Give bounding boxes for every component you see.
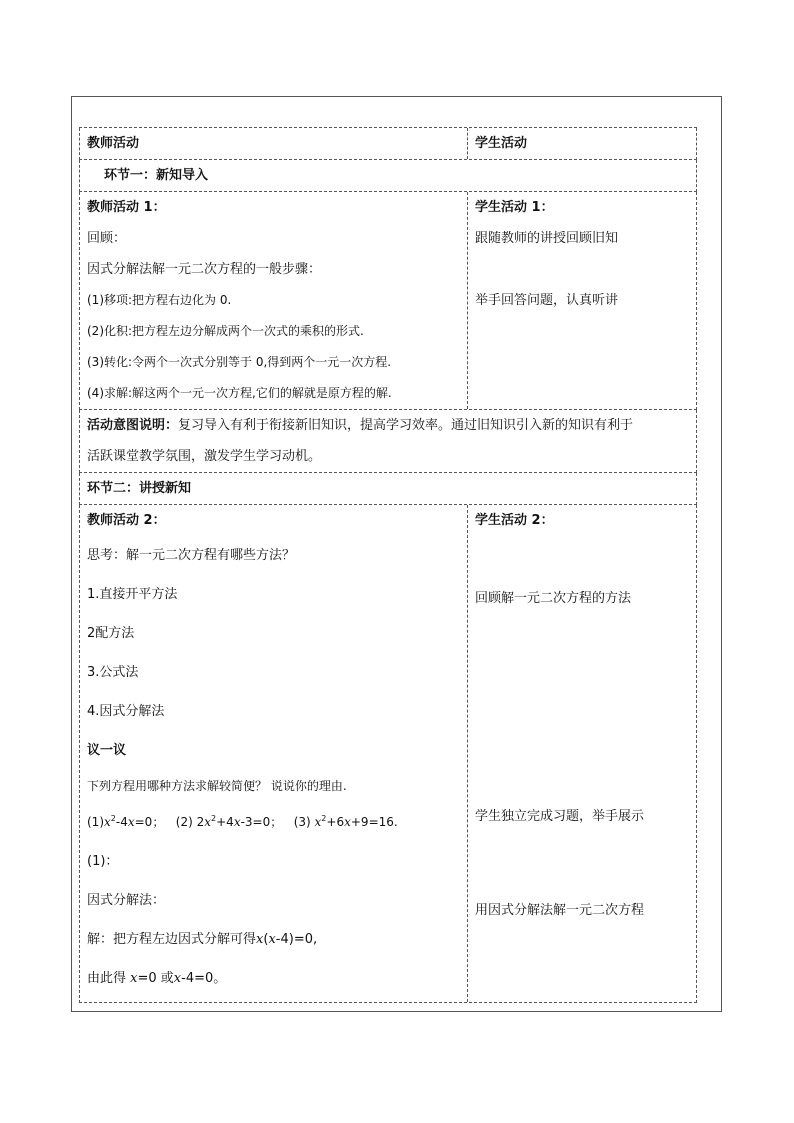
steps-intro: 因式分解法解一元二次方程的一般步骤：	[87, 262, 322, 277]
method-1: 1.直接开平方法	[87, 587, 178, 602]
student-activity-1-line-2: 举手回答问题，认真听讲	[475, 293, 619, 308]
teacher-activity-header: 教师活动	[87, 136, 140, 151]
factor-method-label: 因式分解法：	[87, 893, 166, 908]
section1-student-cell	[468, 192, 696, 409]
student-activity-2-title: 学生活动 2：	[475, 513, 554, 528]
teacher-activity-1-title: 教师活动 1：	[87, 200, 166, 215]
student-activity-1-line-1: 跟随教师的讲授回顾旧知	[475, 231, 619, 246]
intent-text-1: 复习导入有利于衔接新旧知识，提高学习效率。通过旧知识引入新的知识有利于	[178, 418, 634, 433]
thus-line: 由此得 x=0 或x-4=0。	[87, 971, 227, 986]
review-label: 回顾：	[87, 231, 127, 246]
section1-teacher-cell	[80, 192, 468, 409]
step-2: (2)化积:把方程左边分解成两个一次式的乘积的形式.	[87, 324, 364, 338]
step-3: (3)转化:令两个一次式分别等于 0,得到两个一元一次方程.	[87, 355, 392, 369]
student-activity-1-title: 学生活动 1：	[475, 200, 554, 215]
section1-title-row	[79, 160, 697, 192]
solution-line: 解：把方程左边因式分解可得x(x-4)=0,	[87, 932, 318, 947]
equations: $(1)x^2-4x=0$； (2) $2x^2+4x-3=0$； (3) $x^2+6x+9=16$.	[87, 814, 398, 829]
sub-problem-1: (1)：	[87, 854, 119, 869]
student-activity-2-line-1: 回顾解一元二次方程的方法	[475, 591, 632, 606]
question: 下列方程用哪种方法求解较简便？ 说说你的理由.	[87, 779, 347, 793]
section1-title: 环节一：新知导入	[104, 168, 209, 183]
lesson-table	[79, 127, 697, 1003]
section2-teacher-cell	[80, 505, 468, 1002]
intent-line-1	[87, 410, 696, 441]
intent-text-2: 活跃课堂教学氛围，激发学生学习动机。	[87, 449, 322, 464]
teacher-activity-2-title: 教师活动 2：	[87, 513, 166, 528]
method-4: 4.因式分解法	[87, 704, 165, 719]
think-question: 思考：解一元二次方程有哪些方法？	[87, 548, 296, 563]
section2-content-row	[79, 505, 697, 1003]
section1-content-row	[79, 192, 697, 410]
student-activity-header: 学生活动	[475, 136, 528, 151]
step-4: (4)求解:解这两个一元一次方程,它们的解就是原方程的解.	[87, 386, 392, 400]
section2-student-cell	[468, 505, 696, 1002]
step-1: (1)移项:把方程右边化为 0.	[87, 293, 232, 307]
header-row	[79, 128, 697, 160]
method-2: 2配方法	[87, 626, 135, 641]
student-activity-2-line-3: 用因式分解法解一元二次方程	[475, 903, 645, 918]
intent-label: 活动意图说明：	[87, 418, 179, 433]
method-3: 3.公式法	[87, 665, 139, 680]
section2-title-row	[79, 473, 697, 505]
student-activity-2-line-2: 学生独立完成习题，举手展示	[475, 809, 645, 824]
discuss-title: 议一议	[87, 743, 127, 758]
intent-row	[79, 410, 697, 473]
section2-title: 环节二：讲授新知	[87, 481, 192, 496]
